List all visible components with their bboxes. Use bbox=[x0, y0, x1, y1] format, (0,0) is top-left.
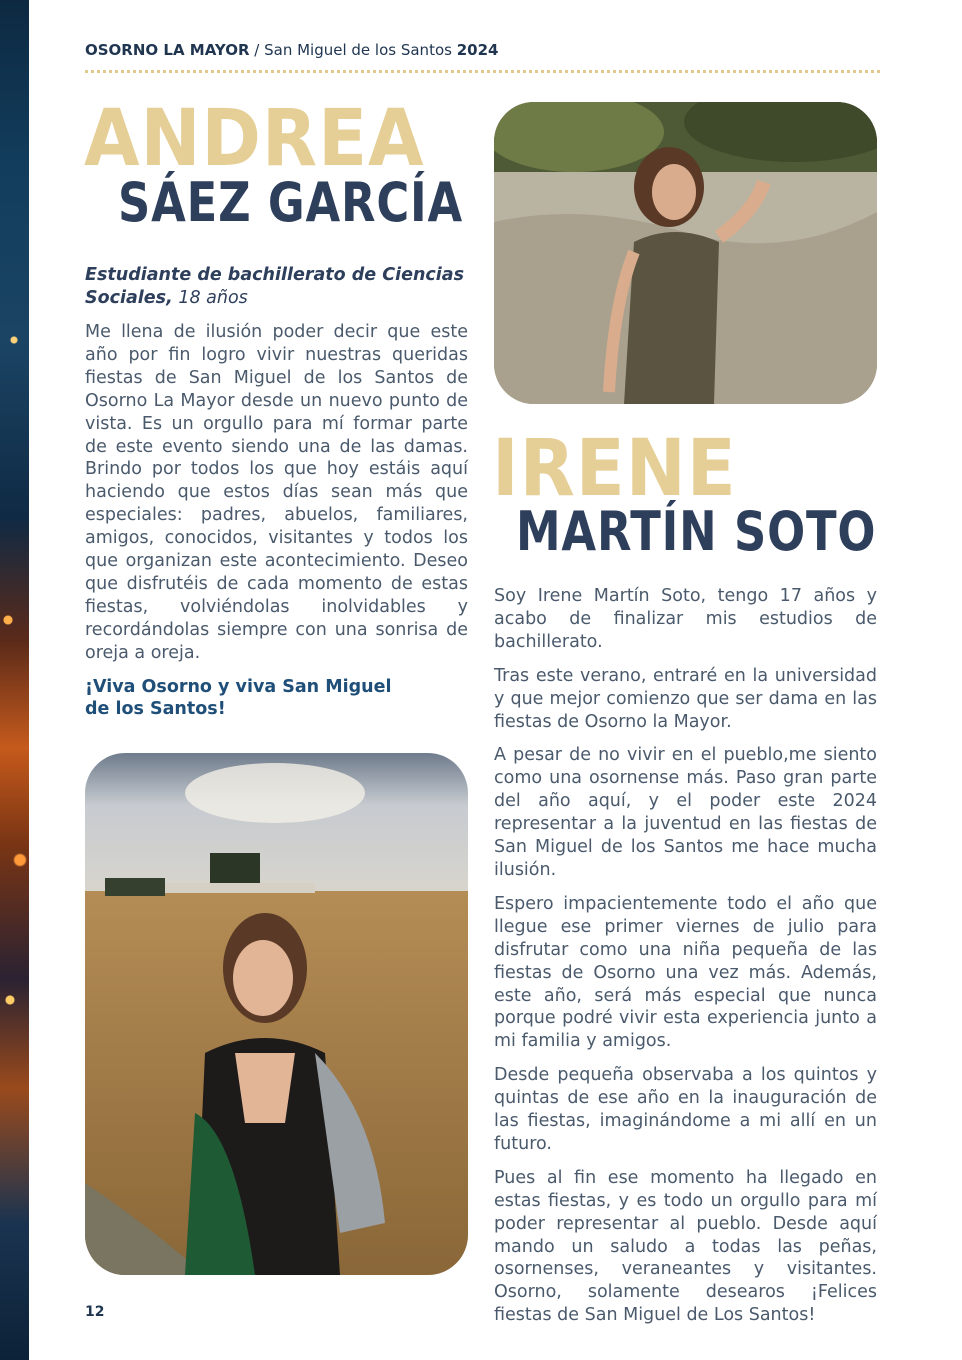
andrea-role-title: Estudiante de bachillerato de Ciencias Sociales, bbox=[85, 265, 465, 308]
andrea-photo bbox=[85, 753, 468, 1275]
andrea-first-name: ANDREA bbox=[84, 94, 425, 184]
header-separator: / bbox=[249, 41, 265, 59]
page-number: 12 bbox=[85, 1304, 105, 1320]
header-brand: OSORNO LA MAYOR bbox=[85, 41, 250, 59]
andrea-text-column bbox=[85, 264, 468, 721]
andrea-age: 18 años bbox=[172, 288, 248, 308]
header-year: 2024 bbox=[456, 41, 499, 59]
side-decorative-strip bbox=[0, 0, 29, 1360]
irene-text-column bbox=[494, 585, 877, 1338]
irene-paragraph: Espero impacientemente todo el año que llegue ese primer viernes de julio para disfrutar como una niña pequeña de las fiestas de Osorno una vez más. Además, este año, será más especial que nunca porque podré vivir esta experiencia junto a mi familia y amigos. bbox=[494, 893, 877, 1052]
andrea-closing-line1: ¡Viva Osorno y viva San Miguel bbox=[85, 676, 392, 697]
irene-paragraph: Tras este verano, entraré en la universidad y que mejor comienzo que ser dama en las fiestas de Osorno la Mayor. bbox=[494, 665, 877, 732]
irene-paragraph: Pues al fin ese momento ha llegado en estas fiestas, y es todo un orgullo para mí poder representar al pueblo. Desde aquí mando un saludo a todas las peñas, osornenses, veraneantes y visitantes. Osorno, solamente desearos ¡Felices fiestas de San Miguel de Los Santos! bbox=[494, 1167, 877, 1326]
andrea-body: Me llena de ilusión poder decir que este año por fin logro vivir nuestras queridas fiestas de San Miguel de los Santos de Osorno La Mayor desde un nuevo punto de vista. Es un orgullo para mí formar parte de este evento siendo una de las damas. Brindo por todos los que hoy estáis aquí haciendo que estos días sean más que especiales: padres, abuelos, familiares, amigos, conocidos, visitantes y todos los que organizan este acontecimiento. Deseo que disfrutéis de cada momento de estas fiestas, volviéndolas inolvidables y recordándolas siempre con una sonrisa de oreja a oreja. bbox=[85, 322, 468, 663]
irene-last-name: MARTÍN SOTO bbox=[516, 500, 877, 563]
andrea-last-name: SÁEZ GARCÍA bbox=[118, 171, 464, 234]
irene-paragraph: A pesar de no vivir en el pueblo,me siento como una osornense más. Paso gran parte del año aquí, y el poder este 2024 representar a la juventud en las fiestas de San Miguel de los Santos me hace mucha ilusión. bbox=[494, 745, 877, 880]
irene-photo bbox=[494, 102, 877, 404]
irene-paragraph: Desde pequeña observaba a los quintos y quintas de ese año en la inauguración de las fiestas, imaginándome a mi allí en un futuro. bbox=[494, 1065, 877, 1154]
andrea-closing-line2: de los Santos! bbox=[85, 699, 226, 720]
irene-paragraph: Soy Irene Martín Soto, tengo 17 años y acabo de finalizar mis estudios de bachillerato. bbox=[494, 586, 877, 652]
running-header bbox=[85, 41, 498, 59]
header-divider bbox=[85, 70, 880, 73]
andrea-closing bbox=[85, 676, 468, 721]
irene-first-name: IRENE bbox=[492, 424, 737, 514]
header-subtitle: San Miguel de los Santos bbox=[264, 41, 457, 59]
andrea-role bbox=[85, 264, 468, 310]
